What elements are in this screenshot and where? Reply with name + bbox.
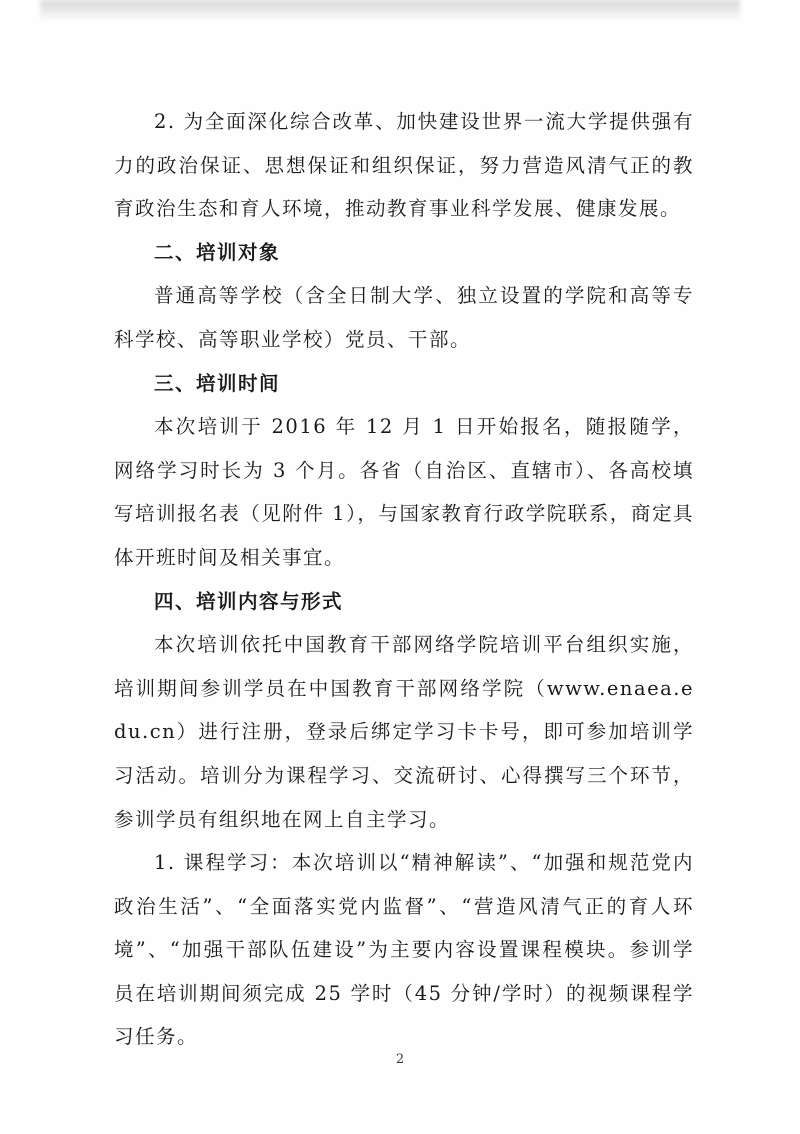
- paragraph-course-study: 1. 课程学习：本次培训以“精神解读”、“加强和规范党内政治生活”、“全面落实党内监督”、“营造风清气正的育人环境”、“加强干部队伍建设”为主要内容设置课程模块。参训学员在培训期间须完成 25 学时（45 分钟/学时）的视频课程学习任务。: [114, 851, 694, 1049]
- paragraph-training-time: 本次培训于 2016 年 12 月 1 日开始报名，随报随学，网络学习时长为 3 个月。各省（自治区、直辖市）、各高校填写培训报名表（见附件 1），与国家教育行政学院联系，商定具体开班时间及相关事宜。: [114, 415, 694, 569]
- document-body: [114, 100, 694, 1059]
- heading-training-time: 三、培训时间: [154, 371, 281, 395]
- page-number: 2: [395, 1052, 405, 1067]
- scan-smudge: [40, 0, 740, 22]
- paragraph-goal-2: 2. 为全面深化综合改革、加快建设世界一流大学提供强有力的政治保证、思想保证和组织保证，努力营造风清气正的教育政治生态和育人环境，推动教育事业科学发展、健康发展。: [114, 110, 694, 221]
- paragraph-training-content: 本次培训依托中国教育干部网络学院培训平台组织实施，培训期间参训学员在中国教育干部网络学院（www.enaea.edu.cn）进行注册，登录后绑定学习卡卡号，即可参加培训学习活动。培训分为课程学习、交流研讨、心得撰写三个环节，参训学员有组织地在网上自主学习。: [114, 633, 694, 831]
- heading-training-content: 四、培训内容与形式: [154, 589, 344, 613]
- paragraph-training-target: 普通高等学校（含全日制大学、独立设置的学院和高等专科学校、高等职业学校）党员、干部。: [114, 284, 694, 351]
- heading-training-target: 二、培训对象: [154, 240, 281, 264]
